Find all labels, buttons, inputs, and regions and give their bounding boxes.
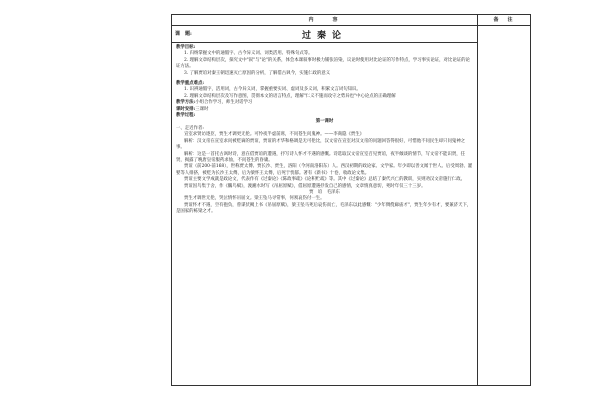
objective-item: 1. 归纳掌握文中的通假字、古今异义词、词类活用、特殊句式等。 [184, 51, 313, 57]
title-row [172, 26, 477, 43]
difficulty-item: 1. 识辨通假字，活用词，古今异义词，掌握重要实词、虚词及多义词，积累文言词句知识。 [184, 87, 361, 93]
content-column [172, 15, 478, 385]
section1-paragraph: 解析：这是一首托古讽时诗，意在借贾谊的遭遇，抒写诗人怀才不遇的感慨。诗选取汉文帝宣室召见贾谊，夜半倾谈的情节，写文帝不能识贤，任贤，揭露了晚唐皇帝服药求仙，不问苍生的昏庸。 [176, 151, 466, 163]
section1-heading: 一、走近作者: [176, 125, 204, 131]
section1-paragraph: 贾谊（前200-前168），世称贾太傅、贾长沙、贾生，洛阳（今河南洛阳东）人。西汉初期的政论家、文学家。年少即以善文闻于世人。后受周勃、灌婴等人排挤，被贬为长沙王太傅，后为梁怀王太傅，后死于忧郁。著有《新书》十卷，收政论文集。 [176, 164, 473, 176]
content-header: 内 容 [172, 15, 477, 26]
objective-item: 2. 理解文章结构层次，探究文中"叙"与"论"的关系，体会本课叙事时极力铺张渲染，议论时使用对比论证的写作特点，学习事实论证，对比论证的论证方法。 [176, 57, 470, 70]
process-label: 教学过程: [176, 113, 196, 119]
section1-paragraph: 贾谊主要文学成就是政论文，代表作有《过秦论》《陈政事疏》《论积贮疏》等。其中《过秦论》总结了秦代兴亡的教训，实则劝汉文帝施行仁政。 [184, 177, 465, 183]
difficulties-heading: 教学重点难点: [176, 81, 204, 87]
notes-header: 备 注 [478, 15, 530, 26]
difficulty-item: 2. 理解文章结构层次及写作意图，贯彻本文的语言特点，理解"仁义不施而攻守之势异也"中心论点的正确理解 [184, 93, 396, 99]
poem-paragraph: 贾生才调世无伦，哭泣情怀吊屈文。梁王坠马寻常事，何须哀伤付一生。 [184, 196, 325, 202]
objectives-heading: 教学目标: [176, 45, 196, 50]
first-lesson-heading: 第一课时 [315, 119, 334, 125]
title-label: 课 题: [175, 31, 192, 37]
notes-column [478, 15, 530, 385]
objective-item: 3. 了解贾谊对秦王朝迅速灭亡原因的分析，了解借古讽今，实施仁政的意义 [184, 70, 331, 76]
method-label: 教学方法: [176, 100, 196, 106]
lesson-title: 过秦论 [301, 31, 347, 41]
hours-value: 三课时 [195, 106, 209, 112]
method-value: 小组合作学习，师生对话学习 [195, 100, 253, 106]
section1-paragraph: 宣室求贤访逐臣，贾生才调更无伦。可怜夜半虚前席，不问苍生问鬼神。——李商隐《贾生》 [184, 132, 365, 138]
lesson-body [172, 43, 477, 216]
section1-paragraph: 贾谊因鸟集于舍，作《鵩鸟赋》，渡湘水时写《吊屈原赋》，借屈原遭遇抒发自己的感情，文章情真意切，死时年仅三十三岁。 [184, 183, 426, 189]
section1-paragraph: 解析：汉文帝在宣室求问被贬谪的贾谊，贾谊的才华和格调是无可伦比，汉文帝在宣室对汉文帝的问题回答得很好，可惜他不问民生却只问鬼神之事。 [176, 138, 466, 151]
poem-paragraph: 贾谊怀才不遇，空有抱负，曾谋伏阙上书《吊屈原赋》，梁王坠马死后哀伤而亡，毛泽东以此感慨："少年倜傥廊庙才"，贾生年少有才，要兼济天下，是国家的栋梁之才。 [176, 202, 472, 215]
hours-label: 课时安排: [176, 106, 196, 112]
lesson-plan-sheet [171, 14, 531, 386]
poem-title: 贾 谊 毛泽东 [309, 189, 340, 195]
